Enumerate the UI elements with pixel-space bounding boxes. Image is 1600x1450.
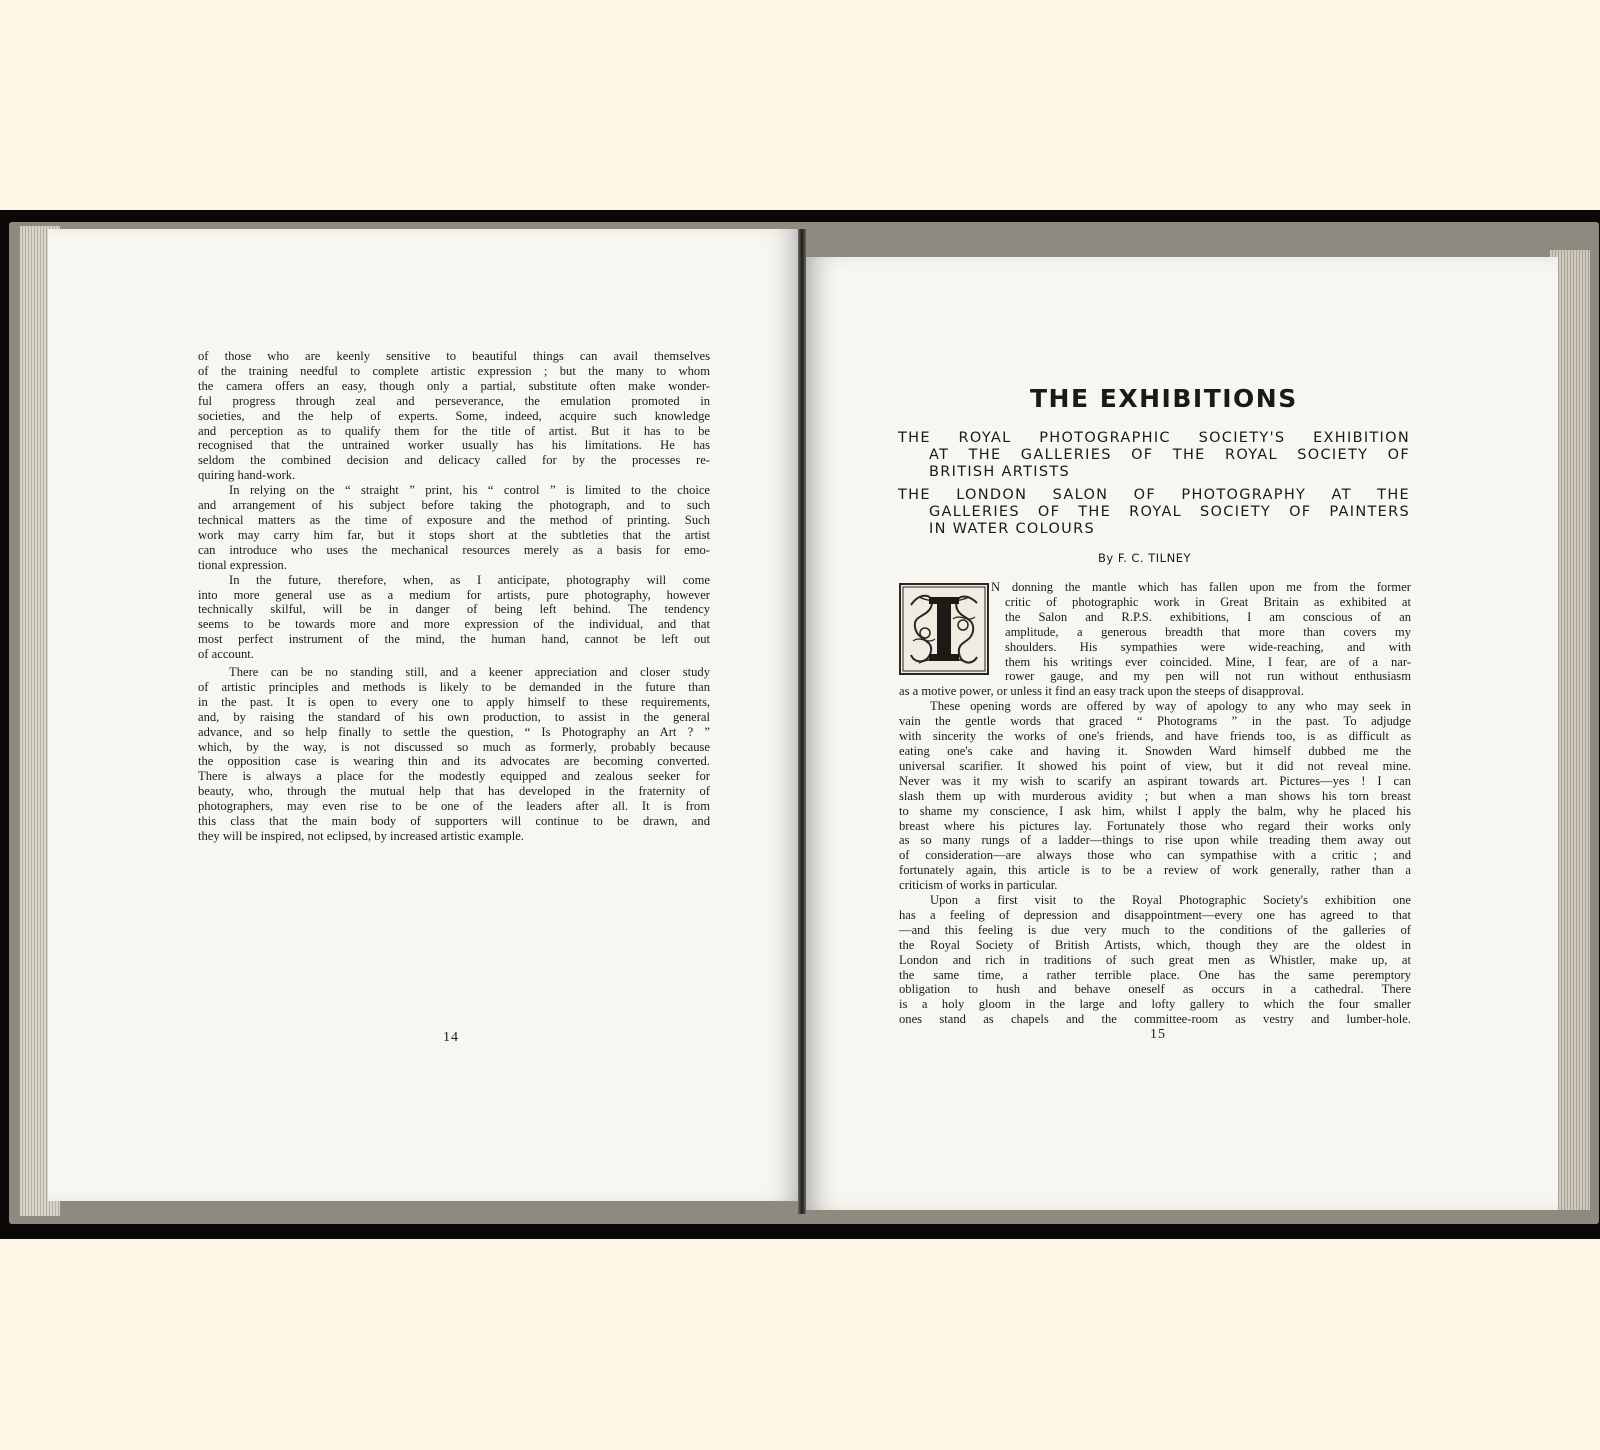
text-line: obligation to hush and behave oneself as occurs in a cathedral. There [899,982,1411,997]
subheading-line: THE ROYAL PHOTOGRAPHIC SOCIETY'S EXHIBITION [898,430,1410,446]
left-page-text [198,349,710,844]
text-line: of account. [198,647,254,662]
text-line: amplitude, a generous breadth that more than covers my [1005,624,1411,639]
text-line: as a motive power, or unless it find an easy track upon the steeps of disapproval. [899,684,1304,699]
text-line: In relying on the “ straight ” print, his “ control ” is limited to the choice [229,483,710,498]
text-line: them his writings ever coincided. Mine, I fear, are of a nar- [1005,654,1411,669]
author-byline: By F. C. TILNEY [1098,551,1191,565]
text-line: seems to be towards more and more expression of the individual, and that [198,617,710,632]
subheading [898,487,1410,538]
text-line: work may carry him far, but it stops short at the subtleties that the artist [198,527,710,542]
text-line: and, by raising the standard of his own production, to assist in the general [198,709,710,724]
text-line: rower gauge, and my pen will not run without enthusiasm [1005,669,1411,684]
text-line: criticism of works in particular. [899,878,1058,893]
ornamental-drop-cap [899,583,989,675]
text-line: as so many rungs of a ladder—things to rise upon while treading them away out [899,833,1411,848]
text-line: critic of photographic work in Great Britain as exhibited at [1005,594,1411,609]
text-line: and perception as to qualify them for the title of artist. But it has to be [198,423,710,438]
right-page-text [899,580,1411,1027]
subheading-line: AT THE GALLERIES OF THE ROYAL SOCIETY OF [929,447,1410,463]
paragraph [198,483,710,572]
drop-cap-letter-shape [901,585,987,673]
text-line: technical matters as the time of exposure and the method of printing. Such [198,512,710,527]
text-line: societies, and the help of experts. Some, indeed, acquire such knowledge [198,408,710,423]
subheading-line: BRITISH ARTISTS [929,464,1070,480]
opening-paragraph [899,580,1411,699]
text-line: in the past. It is open to every one to apply himself to these requirements, [198,694,710,709]
text-line: the camera offers an easy, though only a partial, substitute often make wonder- [198,378,710,393]
text-line: the same time, a rather terrible place. One has the same peremptory [899,967,1411,982]
text-line: quiring hand-work. [198,468,296,483]
text-line: ones stand as chapels and the committee-room as vestry and lumber-hole. [899,1012,1411,1027]
text-line: London and rich in traditions of such great men as Whistler, make up, at [899,952,1411,967]
text-line: ful progress through zeal and perseverance, the emulation promoted in [198,393,710,408]
text-line: most perfect instrument of the mind, the human hand, cannot be left out [198,632,710,647]
text-line: —and this feeling is due very much to the conditions of the galleries of [899,922,1411,937]
text-line: of the training needful to complete artistic expression ; but the many to whom [198,363,710,378]
text-line: of those who are keenly sensitive to beautiful things can avail themselves [198,349,710,363]
text-line: Upon a first visit to the Royal Photographic Society's exhibition one [930,893,1411,908]
text-line: eating one's cake and having it. Snowden Ward himself dubbed me the [899,743,1411,758]
text-line: In the future, therefore, when, as I anticipate, photography will come [229,572,710,587]
text-line: which, by the way, is not discussed so much as formerly, probably because [198,739,710,754]
text-line: N donning the mantle which has fallen upon me from the former [991,580,1411,594]
text-line: shoulders. His sympathies were wide-reaching, and with [1005,639,1411,654]
paragraph [198,665,710,844]
text-line: slash them up with murderous avidity ; but when a man shows his torn breast [899,788,1411,803]
subheading-line: IN WATER COLOURS [929,521,1095,537]
subheading [898,430,1410,481]
text-line: There is always a place for the modestly equipped and zealous seeker for [198,769,710,784]
text-line: tional expression. [198,557,287,572]
text-line: seldom the combined decision and delicacy called for by the processes re- [198,453,710,468]
text-line: advance, and so help finally to settle the question, “ Is Photography an Art ? ” [198,724,710,739]
article-title: THE EXHIBITIONS [1030,384,1298,413]
subheading-line: THE LONDON SALON OF PHOTOGRAPHY AT THE [898,487,1410,503]
paragraph [899,699,1411,893]
text-line: the Salon and R.P.S. exhibitions, I am conscious of an [1005,609,1411,624]
text-line: fortunately again, this article is to be a review of work generally, rather than a [899,863,1411,878]
text-line: breast where his pictures lay. Fortunately those who regard their works only [899,818,1411,833]
text-line: of artistic principles and methods is likely to be demanded in the future than [198,679,710,694]
text-line: There can be no standing still, and a keener appreciation and closer study [229,665,710,680]
text-line: can introduce who uses the mechanical resources merely as a basis for emo- [198,542,710,557]
text-line: Never was it my wish to scarify an aspirant towards art. Pictures—yes ! I can [899,773,1411,788]
page-number-right: 15 [1150,1027,1166,1042]
text-line: universal scarifier. It showed his point of view, but it did not reveal mine. [899,758,1411,773]
text-line: is a holy gloom in the large and lofty gallery to which the four smaller [899,997,1411,1012]
text-line: the opposition case is wearing thin and its advocates are becoming converted. [198,754,710,769]
text-line: These opening words are offered by way of apology to any who may seek in [930,699,1411,714]
text-line: vain the gentle words that graced “ Photograms ” in the past. To adjudge [899,714,1411,729]
text-line: into more general use as a medium for artists, pure photography, however [198,587,710,602]
paragraph [198,573,710,662]
text-line: technically skilful, will be in danger of being left behind. The tendency [198,602,710,617]
paragraph [899,893,1411,1027]
book-gutter [798,229,806,1214]
text-line: with sincerity the works of one's friends, and have friends too, is as difficult as [899,729,1411,744]
text-line: the Royal Society of British Artists, which, though they are the oldest in [899,937,1411,952]
subheading-line: GALLERIES OF THE ROYAL SOCIETY OF PAINTERS [929,504,1410,520]
text-line: photographers, may even rise to be one of the leaders after all. It is from [198,799,710,814]
text-line: has a feeling of depression and disappointment—every one has agreed to that [899,907,1411,922]
text-line: recognised that the untrained worker usually has his limitations. He has [198,438,710,453]
text-line: and arrangement of his subject before taking the photograph, and to such [198,498,710,513]
text-line: this class that the main body of supporters will continue to be drawn, and [198,814,710,829]
page-number-left: 14 [443,1030,459,1045]
text-line: beauty, who, through the mutual help that has developed in the fraternity of [198,784,710,799]
paragraph [198,349,710,483]
text-line: they will be inspired, not eclipsed, by increased artistic example. [198,829,524,843]
text-line: to shame my conscience, I ask him, whilst I apply the balm, why he placed his [899,803,1411,818]
text-line: of consideration—are always those who can sympathise with a critic ; and [899,848,1411,863]
